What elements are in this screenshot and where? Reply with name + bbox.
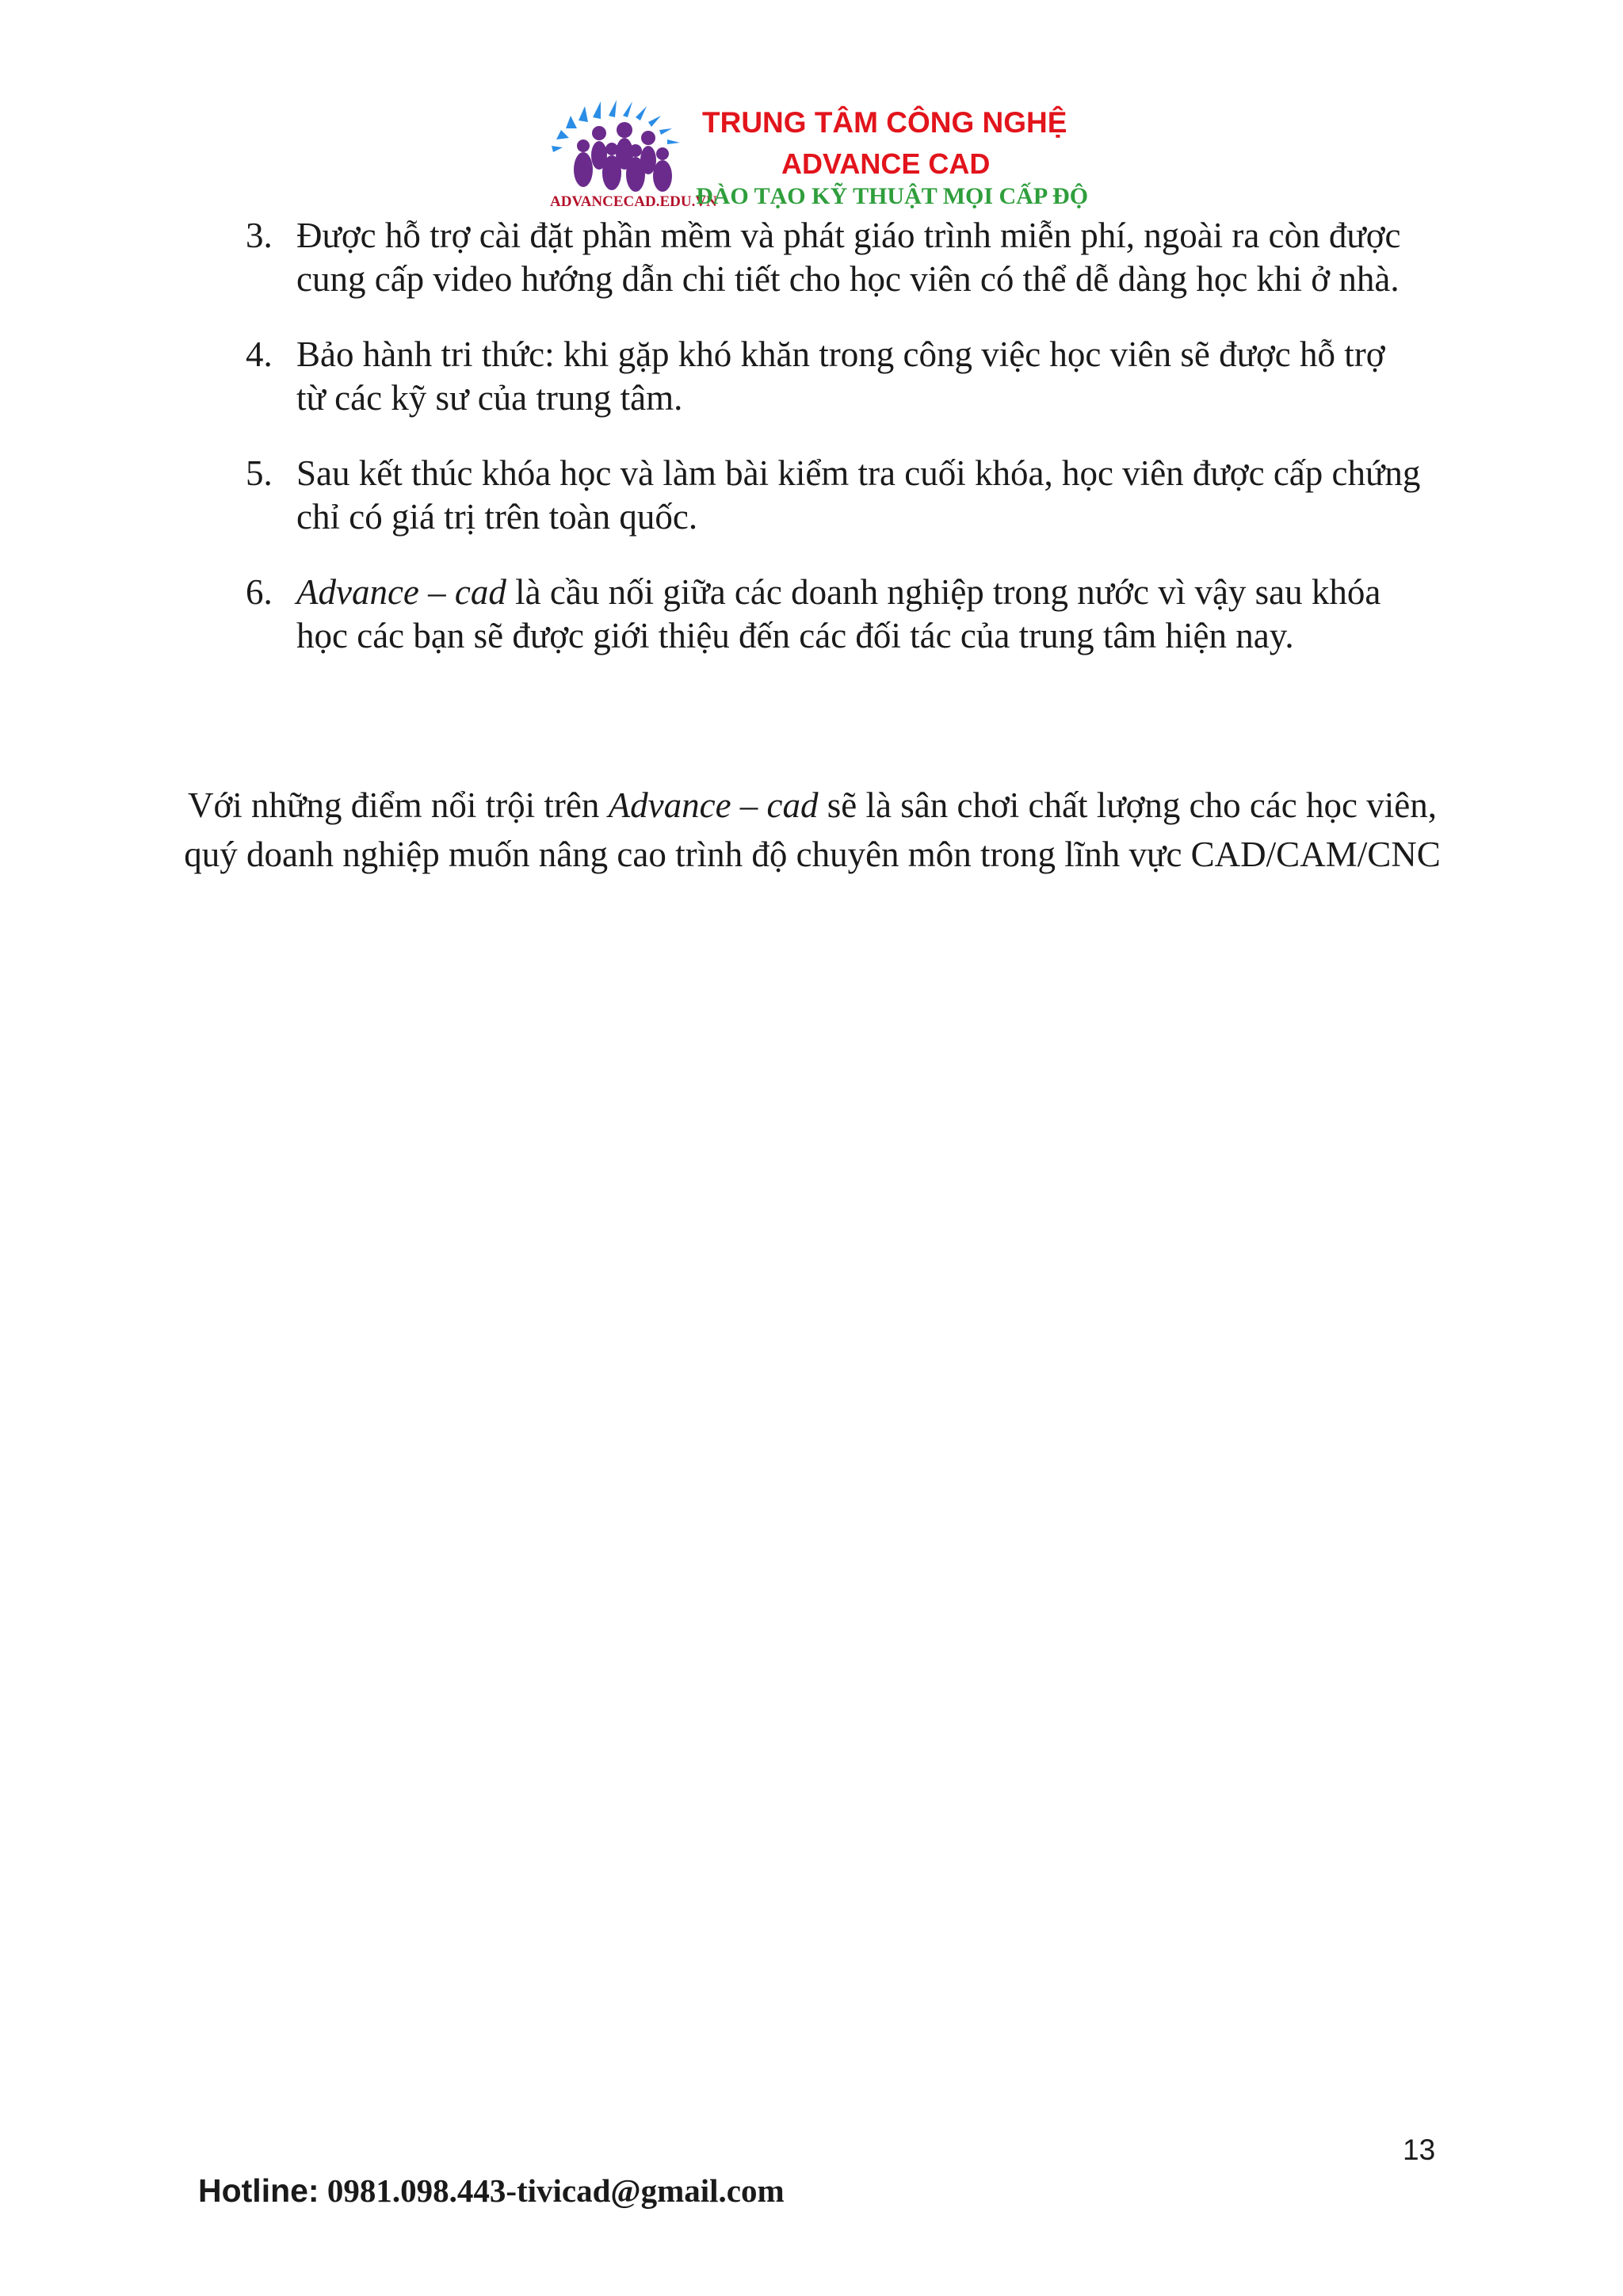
list-item-number: 5. — [246, 453, 273, 493]
list-item — [246, 571, 1434, 658]
list-item-number: 6. — [246, 572, 273, 612]
header-logo — [545, 98, 1089, 210]
hotline-value: 0981.098.443-tivicad@gmail.com — [319, 2172, 785, 2209]
closing-paragraph — [158, 781, 1466, 879]
list-item-number: 3. — [246, 216, 273, 255]
page-number: 13 — [1403, 2134, 1436, 2166]
logo-title-line1: TRUNG TÂM CÔNG NGHỆ — [702, 106, 1067, 139]
list-item — [246, 333, 1434, 420]
logo-title-line2: ADVANCE CAD — [781, 147, 991, 180]
logo-tagline: ĐÀO TẠO KỸ THUẬT MỌI CẤP ĐỘ — [696, 183, 1089, 209]
list-item — [246, 214, 1434, 301]
list-item-text: Sau kết thúc khóa học và làm bài kiểm tra cuối khóa, học viên được cấp chứng chỉ có giá trị trên toàn quốc. — [296, 453, 1421, 537]
list-item-text — [296, 571, 1422, 658]
logo-website: ADVANCECAD.EDU.VN — [550, 193, 717, 210]
closing-text-after: sẽ là sân chơi chất lượng cho các học viên, quý doanh nghiệp muốn nâng cao trình độ chuyên môn trong lĩnh vực CAD/CAM/CNC — [184, 785, 1441, 874]
brand-name: Advance – cad — [296, 572, 506, 612]
brand-name: Advance – cad — [608, 785, 819, 825]
hotline-label: Hotline: — [198, 2172, 319, 2209]
list-item-body: là cầu nối giữa các doanh nghiệp trong nước vì vậy sau khóa học các bạn sẽ được giới thiệu đến các đối tác của trung tâm hiện nay. — [296, 572, 1381, 655]
people-sun-logo-icon — [545, 98, 704, 205]
numbered-list — [246, 214, 1434, 690]
list-item-text: Được hỗ trợ cài đặt phần mềm và phát giáo trình miễn phí, ngoài ra còn được cung cấp video hướng dẫn chi tiết cho học viên có thể dễ dàng học khi ở nhà. — [296, 216, 1401, 299]
list-item-text: Bảo hành tri thức: khi gặp khó khăn trong công việc học viên sẽ được hỗ trợ từ các kỹ sư của trung tâm. — [296, 334, 1385, 418]
list-item — [246, 452, 1434, 539]
closing-text-before: Với những điểm nổi trội trên — [188, 785, 609, 825]
list-item-number: 4. — [246, 334, 273, 374]
footer-hotline — [198, 2172, 785, 2210]
